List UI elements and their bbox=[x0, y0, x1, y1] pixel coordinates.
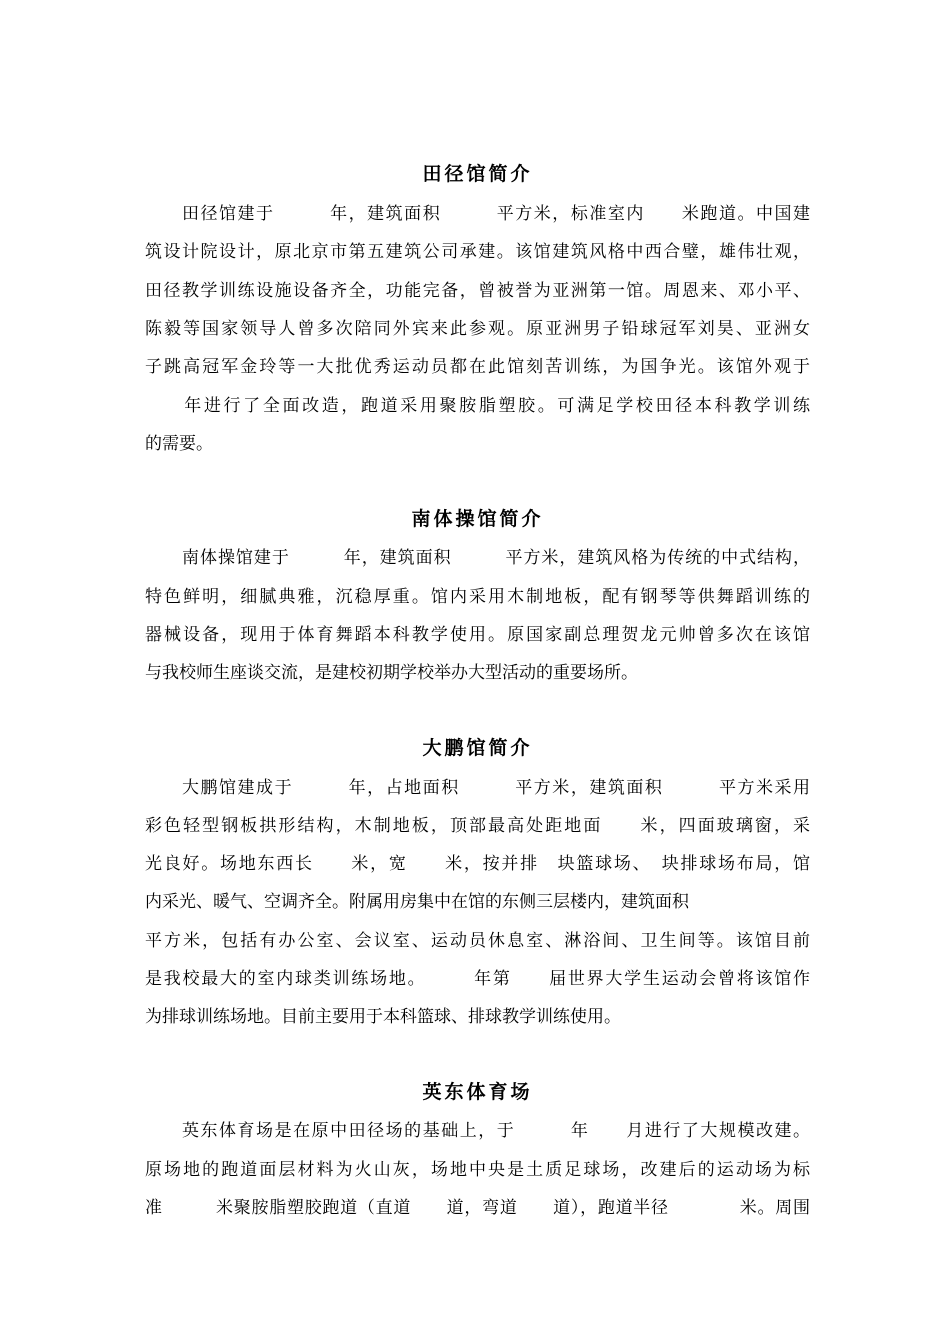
section-title-dapeng-hall: 大鹏馆简介 bbox=[422, 737, 533, 759]
paragraph-line: 大鹏馆建成于 年，占地面积 平方米，建筑面积 平方米采用 bbox=[182, 778, 810, 798]
paragraph-line: 平方米，包括有办公室、会议室、运动员休息室、淋浴间、卫生间等。该馆目前 bbox=[145, 931, 810, 951]
paragraph-line: 与我校师生座谈交流，是建校初期学校举办大型活动的重要场所。 bbox=[145, 663, 638, 683]
paragraph-line: 是我校最大的室内球类训练场地。 年第 届世界大学生运动会曾将该馆作 bbox=[145, 969, 810, 989]
paragraph-line: 彩色轻型钢板拱形结构，木制地板，顶部最高处距地面 米，四面玻璃窗，采 bbox=[145, 816, 810, 836]
paragraph-line: 为排球训练场地。目前主要用于本科篮球、排球教学训练使用。 bbox=[145, 1007, 621, 1027]
paragraph-line: 英东体育场是在原中田径场的基础上，于 年 月进行了大规模改建。 bbox=[182, 1121, 810, 1141]
section-title-south-gym: 南体操馆简介 bbox=[411, 508, 544, 530]
paragraph-line: 年进行了全面改造，跑道采用聚胺脂塑胶。可满足学校田径本科教学训练 bbox=[145, 396, 810, 416]
paragraph-line: 南体操馆建于 年，建筑面积 平方米，建筑风格为传统的中式结构， bbox=[182, 548, 810, 568]
paragraph-line: 的需要。 bbox=[145, 434, 213, 454]
paragraph-line: 器械设备，现用于体育舞蹈本科教学使用。原国家副总理贺龙元帅曾多次在该馆 bbox=[145, 625, 810, 645]
paragraph-line: 原场地的跑道面层材料为火山灰，场地中央是土质足球场，改建后的运动场为标 bbox=[145, 1160, 810, 1180]
paragraph-line: 田径馆建于 年，建筑面积 平方米，标准室内 米跑道。中国建 bbox=[182, 204, 810, 224]
paragraph-line: 准 米聚胺脂塑胶跑道（直道 道，弯道 道），跑道半径 米。周围 bbox=[145, 1198, 810, 1218]
section-title-track-hall: 田径馆简介 bbox=[422, 163, 533, 185]
paragraph-line: 田径教学训练设施设备齐全，功能完备，曾被誉为亚洲第一馆。周恩来、邓小平、 bbox=[145, 281, 810, 301]
paragraph-line: 子跳高冠军金玲等一大批优秀运动员都在此馆刻苦训练，为国争光。该馆外观于 bbox=[145, 357, 810, 377]
paragraph-line: 陈毅等国家领导人曾多次陪同外宾来此参观。原亚洲男子铅球冠军刘昊、亚洲女 bbox=[145, 319, 810, 339]
paragraph-line: 内采光、暖气、空调齐全。附属用房集中在馆的东侧三层楼内，建筑面积 bbox=[145, 892, 689, 912]
paragraph-line: 光良好。场地东西长 米，宽 米，按并排 块篮球场、 块排球场布局，馆 bbox=[145, 854, 810, 874]
paragraph-line: 筑设计院设计，原北京市第五建筑公司承建。该馆建筑风格中西合璧，雄伟壮观， bbox=[145, 242, 810, 262]
paragraph-line: 特色鲜明，细腻典雅，沉稳厚重。馆内采用木制地板，配有钢琴等供舞蹈训练的 bbox=[145, 587, 810, 607]
section-title-yingdong-stadium: 英东体育场 bbox=[422, 1081, 533, 1103]
